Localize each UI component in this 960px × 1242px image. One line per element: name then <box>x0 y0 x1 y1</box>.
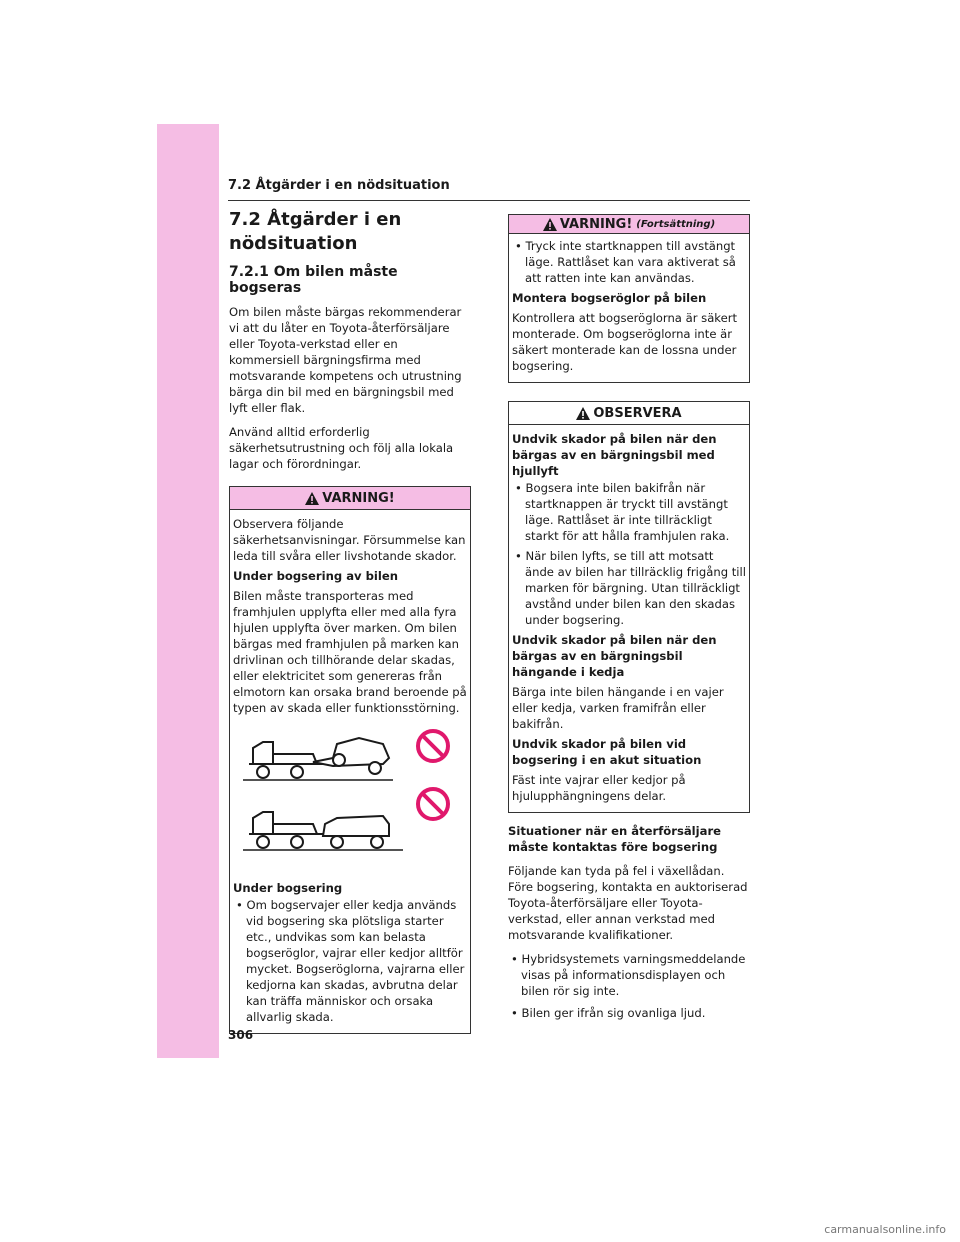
situations-bullet-2: • Bilen ger ifrån sig ovanliga ljud. <box>508 1005 750 1021</box>
warning-heading-2: Under bogsering <box>233 881 343 895</box>
situations-bullet-1: • Hybridsystemets varningsmeddelande visas på informationsdisplayen och bilen rör sig inte. <box>508 951 750 999</box>
running-header: 7.2 Åtgärder i en nödsituation <box>228 178 450 193</box>
warning-header <box>230 487 470 510</box>
observera-text-2: Bärga inte bilen hängande i en vajer eller kedja, varken framifrån eller bakifrån. <box>512 685 724 731</box>
warning-continued-title: VARNING! <box>559 216 633 232</box>
observera-bullet-1: • Bogsera inte bilen bakifrån när startknappen är tryckt till avstängt läge. Rattlåset är inte tillräckligt starkt för att hålla framhjulen raka. <box>512 480 746 544</box>
page-number: 306 <box>228 1028 254 1042</box>
footer-logo: carmanualsonline.info <box>824 1223 946 1236</box>
warning-icon <box>305 492 319 505</box>
towing-diagram <box>233 724 469 874</box>
warning-cont-bullet: • Tryck inte startknappen till avstängt läge. Rattlåset kan vara aktiverat så att ratten inte kan användas. <box>512 238 746 286</box>
safety-paragraph: Använd alltid erforderlig säkerhetsutrustning och följ alla lokala lagar och förordningar. <box>229 425 454 471</box>
side-band <box>157 124 219 1058</box>
observera-heading-2: Undvik skador på bilen när den bärgas av en bärgningsbil hängande i kedja <box>512 633 717 679</box>
observera-title: OBSERVERA <box>593 405 682 421</box>
warning-text-1: Bilen måste transporteras med framhjulen upplyfta eller med alla fyra hjulen upplyfta över marken. Om bilen bärgas med framhjulen på marken kan drivlinan och tillhörande delar skadas, eller elektricitet som genereras från elmotorn kan orsaka brand beroende på typen av skada eller funktionsstörning. <box>233 589 467 715</box>
warning-intro: Observera följande säkerhetsanvisningar. Försummelse kan leda till svåra eller livshotande skador. <box>233 517 466 563</box>
observera-box <box>508 401 750 813</box>
caution-icon <box>576 407 590 420</box>
towing-illustration <box>233 724 467 874</box>
header-rule <box>228 200 750 201</box>
continued-label: (Fortsättning) <box>636 218 716 230</box>
situations-intro: Följande kan tyda på fel i växellådan. Före bogsering, kontakta en auktoriserad Toyota-återförsäljare eller Toyota-verkstad, eller annan verkstad med motsvarande kvalifikationer. <box>508 864 748 942</box>
warning-continued-header <box>509 215 749 234</box>
observera-heading-1: Undvik skador på bilen när den bärgas av en bärgningsbil med hjullyft <box>512 432 717 478</box>
warning-cont-text: Kontrollera att bogseröglorna är säkert monterade. Om bogseröglorna inte är säkert monterade kan de lossna under bogsering. <box>512 311 738 373</box>
section-title: 7.2.1 Om bilen måste bogseras <box>229 264 398 296</box>
warning-box <box>229 486 471 1034</box>
prohibit-icon-bottom <box>418 789 448 819</box>
observera-bullet-2: • När bilen lyfts, se till att motsatt ände av bilen har tillräcklig frigång till marken för bärgning. Utan tillräckligt avstånd under bilen kan den skadas under bogsering. <box>512 548 746 628</box>
situations-title: Situationer när en återförsäljare måste kontaktas före bogsering <box>508 824 722 854</box>
warning-title: VARNING! <box>322 490 395 506</box>
warning-icon <box>543 218 557 231</box>
prohibit-icon-top <box>418 731 448 761</box>
warning-continued-box <box>508 214 750 383</box>
intro-paragraph: Om bilen måste bärgas rekommenderar vi att du låter en Toyota-återförsäljare eller Toyota-verkstad eller en kommersiell bärgningsfirma med motsvarande kompetens och utrustning bärga din bil med en bärgningsbil med lyft eller flak. <box>229 305 462 415</box>
right-column <box>508 214 750 1023</box>
observera-header <box>509 402 749 425</box>
warning-bullet-1: • Om bogservajer eller kedja används vid bogsering ska plötsliga starter etc., undvikas som kan belasta bogseröglor, vajrar eller kedjor alltför mycket. Bogseröglorna, vajrarna eller kedjorna kan skadas, avbrutna delar kan träffa människor och orsaka allvarlig skada. <box>233 897 467 1025</box>
observera-text-3: Fäst inte vajrar eller kedjor på hjulupphängningens delar. <box>512 773 686 803</box>
warning-heading-1: Under bogsering av bilen <box>233 569 398 583</box>
warning-cont-heading: Montera bogseröglor på bilen <box>512 291 707 305</box>
observera-heading-3: Undvik skador på bilen vid bogsering i en akut situation <box>512 737 702 767</box>
chapter-title: 7.2 Åtgärder i en nödsituation <box>229 209 402 254</box>
left-column <box>229 204 471 1044</box>
